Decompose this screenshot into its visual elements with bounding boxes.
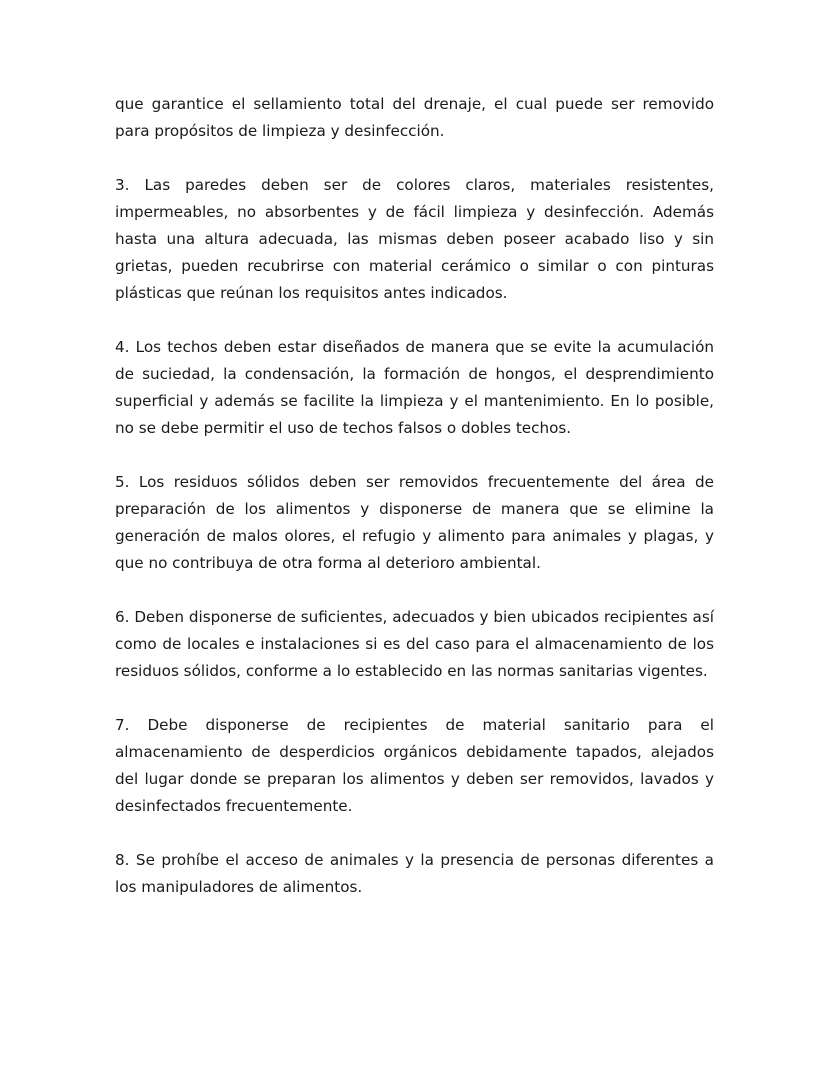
paragraph-waste-containers: 6. Deben disponerse de suficientes, adecuados y bien ubicados recipientes así como de locales e instalaciones si es del caso para el almacenamiento de los residuos sólidos, conforme a lo establecido en las normas sanitarias vigentes.	[115, 608, 714, 680]
paragraph-drainage-continuation: que garantice el sellamiento total del drenaje, el cual puede ser removido para propósitos de limpieza y desinfección.	[115, 95, 714, 140]
paragraph-organic-waste: 7. Debe disponerse de recipientes de material sanitario para el almacenamiento de desperdicios orgánicos debidamente tapados, alejados del lugar donde se preparan los alimentos y deben ser removidos, lavados y desinfectados frecuentemente.	[115, 716, 714, 815]
paragraph-walls: 3. Las paredes deben ser de colores claros, materiales resistentes, impermeables, no absorbentes y de fácil limpieza y desinfección. Además hasta una altura adecuada, las mismas deben poseer acabado liso y sin grietas, pueden recubrirse con material cerámico o similar o con pinturas plásticas que reúnan los requisitos antes indicados.	[115, 176, 714, 302]
document-page	[115, 91, 714, 928]
paragraph-animals-access: 8. Se prohíbe el acceso de animales y la presencia de personas diferentes a los manipuladores de alimentos.	[115, 851, 714, 896]
paragraph-ceilings: 4. Los techos deben estar diseñados de manera que se evite la acumulación de suciedad, la condensación, la formación de hongos, el desprendimiento superficial y además se facilite la limpieza y el mantenimiento. En lo posible, no se debe permitir el uso de techos falsos o dobles techos.	[115, 338, 714, 437]
paragraph-solid-waste: 5. Los residuos sólidos deben ser removidos frecuentemente del área de preparación de los alimentos y disponerse de manera que se elimine la generación de malos olores, el refugio y alimento para animales y plagas, y que no contribuya de otra forma al deterioro ambiental.	[115, 473, 714, 572]
